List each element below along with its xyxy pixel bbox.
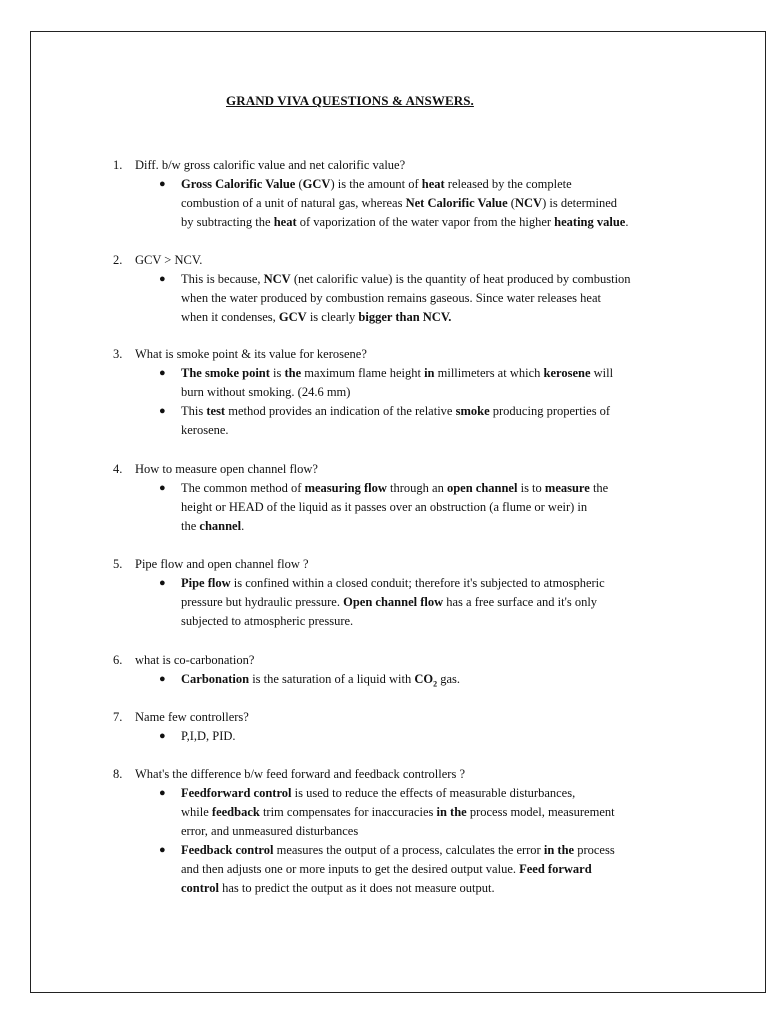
answer-text: (net calorific value) is the quantity of heat produced by combustion [290, 272, 631, 286]
answer-text: ( [507, 196, 515, 210]
question-block-6 [113, 651, 693, 689]
question-block-3 [113, 345, 693, 440]
answer-text: is confined within a closed conduit; therefore it's subjected to atmospheric [230, 576, 605, 590]
answer-text: is to [517, 481, 545, 495]
answer-item [113, 175, 693, 232]
answer-list [113, 175, 693, 232]
answer-bold-text: open channel [446, 481, 518, 495]
question-label: what is co-carbonation? [135, 653, 255, 667]
question-label: Diff. b/w gross calorific value and net calorific value? [135, 158, 406, 172]
question-text [113, 651, 693, 670]
answer-list [113, 727, 693, 746]
answer-bold-text: GCV [302, 177, 331, 191]
answer-text: ( [295, 177, 303, 191]
answer-text: pressure but hydraulic pressure. [181, 595, 344, 609]
answer-text: height or HEAD of the liquid as it passes over an obstruction (a flume or weir) in [181, 500, 588, 514]
question-number: 2. [113, 253, 123, 267]
answer-bold-text: Feedforward control [181, 786, 292, 800]
question-number: 6. [113, 653, 123, 667]
answer-text: and then adjusts one or more inputs to get the desired output value. [181, 862, 520, 876]
answer-bold-text: Net Calorific Value [405, 196, 508, 210]
answer-text: is the saturation of a liquid with [249, 672, 415, 686]
answer-list [113, 364, 693, 440]
answer-bold-text: kerosene [543, 366, 591, 380]
answer-item [113, 784, 693, 841]
answer-bold-text: control [181, 881, 219, 895]
question-number: 1. [113, 158, 123, 172]
answer-text: is clearly [306, 310, 359, 324]
question-label: Pipe flow and open channel flow ? [135, 557, 309, 571]
answer-text: combustion of a unit of natural gas, whereas [181, 196, 406, 210]
question-block-1 [113, 156, 693, 232]
answer-text: error, and unmeasured disturbances [181, 824, 359, 838]
bullet-icon: ● [159, 273, 166, 285]
answer-bold-text: Pipe flow [181, 576, 231, 590]
question-label: GCV > NCV. [135, 253, 203, 267]
answer-list [113, 479, 693, 536]
question-label: What is smoke point & its value for kerosene? [135, 347, 367, 361]
bullet-icon: ● [159, 787, 166, 799]
question-number: 5. [113, 557, 123, 571]
bullet-icon: ● [159, 178, 166, 190]
answer-text: trim compensates for inaccuracies [259, 805, 437, 819]
answer-text: is [269, 366, 285, 380]
answer-text: the [181, 519, 200, 533]
answer-text: gas. [437, 672, 461, 686]
document-title: GRAND VIVA QUESTIONS & ANSWERS. [226, 93, 474, 108]
answer-bold-text: Open channel flow [343, 595, 444, 609]
question-number: 8. [113, 767, 123, 781]
answer-text: has to predict the output as it does not measure output. [218, 881, 495, 895]
answer-bold-text: bigger than NCV. [358, 310, 452, 324]
answer-item [113, 574, 693, 631]
answer-text: burn without smoking. (24.6 mm) [181, 385, 351, 399]
answer-item [113, 841, 693, 898]
question-block-7 [113, 708, 693, 746]
question-text [113, 555, 693, 574]
answer-bold-text: CO [414, 672, 434, 686]
question-text [113, 765, 693, 784]
bullet-icon: ● [159, 367, 166, 379]
answer-text: measures the output of a process, calculates the error [273, 843, 544, 857]
question-text [113, 345, 693, 364]
answer-bold-text: heat [421, 177, 445, 191]
answer-text: process model, measurement [466, 805, 615, 819]
answer-bold-text: channel [199, 519, 242, 533]
answer-bold-text: Gross Calorific Value [181, 177, 296, 191]
answer-text: maximum flame height [301, 366, 425, 380]
answer-text: ) is the amount of [330, 177, 422, 191]
answer-text: This [181, 404, 207, 418]
answer-text: subjected to atmospheric pressure. [181, 614, 354, 628]
answer-text: of vaporization of the water vapor from the higher [296, 215, 555, 229]
answer-list [113, 574, 693, 631]
answer-bold-text: in the [436, 805, 467, 819]
answer-bold-text: measuring flow [304, 481, 387, 495]
answer-text: when the water produced by combustion remains gaseous. Since water releases heat [181, 291, 601, 305]
answer-text: This is because, [181, 272, 264, 286]
answer-text: by subtracting the [181, 215, 274, 229]
answer-bold-text: 2 [433, 679, 438, 689]
question-number: 4. [113, 462, 123, 476]
answer-bold-text: smoke [455, 404, 490, 418]
answer-text: has a free surface and it's only [443, 595, 598, 609]
answer-item [113, 479, 693, 536]
question-text [113, 708, 693, 727]
answer-text: when it condenses, [181, 310, 279, 324]
question-block-8 [113, 765, 693, 898]
question-text [113, 460, 693, 479]
question-text [113, 251, 693, 270]
answer-bold-text: measure [544, 481, 590, 495]
answer-list [113, 784, 693, 898]
answer-bold-text: NCV [514, 196, 543, 210]
answer-item [113, 727, 693, 746]
question-label: What's the difference b/w feed forward and feedback controllers ? [135, 767, 465, 781]
answer-item [113, 402, 693, 440]
answer-text: process [574, 843, 615, 857]
answer-bold-text: GCV [278, 310, 307, 324]
answer-text: millimeters at which [434, 366, 544, 380]
question-block-5 [113, 555, 693, 631]
answer-bold-text: Feed forward [519, 862, 592, 876]
answer-text: P,I,D, PID. [181, 729, 236, 743]
answer-bold-text: in [424, 366, 435, 380]
question-label: Name few controllers? [135, 710, 249, 724]
answer-text: The common method of [181, 481, 305, 495]
question-block-2 [113, 251, 693, 327]
question-block-4 [113, 460, 693, 536]
bullet-icon: ● [159, 673, 166, 685]
answer-bold-text: test [206, 404, 226, 418]
answer-text: kerosene. [181, 423, 229, 437]
answer-text: . [625, 215, 629, 229]
answer-bold-text: in the [543, 843, 575, 857]
answer-item [113, 270, 693, 327]
answer-list [113, 670, 693, 689]
answer-bold-text: heat [273, 215, 297, 229]
answer-text: method provides an indication of the relative [225, 404, 456, 418]
answer-bold-text: Carbonation [181, 672, 250, 686]
answer-text: is used to reduce the effects of measurable disturbances, [291, 786, 576, 800]
answer-bold-text: The smoke point [181, 366, 270, 380]
answer-text: the [589, 481, 609, 495]
answer-text: released by the complete [444, 177, 572, 191]
answer-text: through an [386, 481, 447, 495]
question-number: 7. [113, 710, 123, 724]
answer-text: while [181, 805, 212, 819]
answer-item [113, 364, 693, 402]
bullet-icon: ● [159, 730, 166, 742]
answer-text: ) is determined [542, 196, 618, 210]
bullet-icon: ● [159, 577, 166, 589]
answer-text: . [241, 519, 245, 533]
answer-bold-text: the [284, 366, 302, 380]
answer-list [113, 270, 693, 327]
answer-bold-text: heating value [554, 215, 626, 229]
bullet-icon: ● [159, 844, 166, 856]
answer-text: producing properties of [489, 404, 611, 418]
bullet-icon: ● [159, 482, 166, 494]
answer-bold-text: NCV [263, 272, 291, 286]
question-label: How to measure open channel flow? [135, 462, 318, 476]
answer-text: will [590, 366, 614, 380]
answer-item [113, 670, 693, 689]
question-text [113, 156, 693, 175]
bullet-icon: ● [159, 405, 166, 417]
question-number: 3. [113, 347, 123, 361]
answer-bold-text: feedback [211, 805, 260, 819]
answer-bold-text: Feedback control [181, 843, 274, 857]
